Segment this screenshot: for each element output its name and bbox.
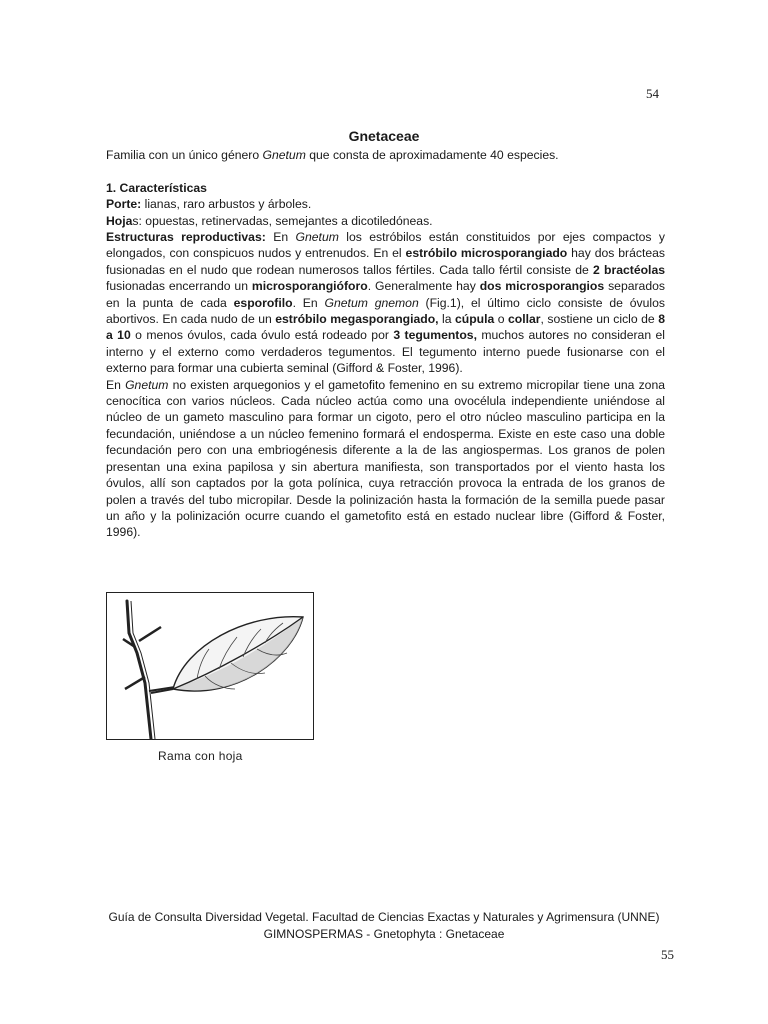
porte-text: lianas, raro arbustos y árboles.	[141, 197, 312, 212]
leaf-branch-drawing	[107, 593, 313, 739]
leaf-branch-figure	[106, 592, 314, 740]
hojas-text: : opuestas, retinervadas, semejantes a dicotiledóneas.	[138, 213, 433, 228]
intro-text-1: Familia con un único género	[106, 148, 263, 162]
footer-line-1: Guía de Consulta Diversidad Vegetal. Facultad de Ciencias Exactas y Naturales y Agrimensura (UNNE)	[108, 910, 660, 924]
page-title: Gnetaceae	[348, 128, 420, 144]
intro-paragraph	[106, 147, 665, 163]
page-footer	[0, 909, 768, 943]
fecundacion-paragraph: En Gnetum no existen arquegonios y el gametofito femenino en su extremo micropilar tiene una zona cenocítica con varios núcleos. Cada núcleo actúa como una ovocélula independiente uniéndose al núcleo de un gameto masculino para formar un cigoto, pero el otro núcleo masculino participa en la fecundación, uniéndose a un núcleo femenino formará el endosperma. Existe en este caso una doble fecundación pero con una embriogénesis diferente a la de las angiospermas. Los granos de polen presentan una exina papilosa y sin abertura manifiesta, son transportados por el viento hasta los óvulos, allí son captados por la gota polínica, cuya retracción provoca la entrada de los granos de polen a través del tubo micropilar. Desde la polinización hasta la formación de la semilla puede pasar un año y la polinización ocurre cuando el gametofito está en estado nuclear libre (Gifford & Foster, 1996).	[106, 377, 665, 540]
section-heading: 1. Características	[106, 180, 207, 195]
hojas-label: Hoja	[106, 213, 133, 228]
estructuras-paragraph: Estructuras reproductivas: En Gnetum los estróbilos están constituidos por ejes compactos y elongados, con conspicuos nudos y entrenudos. En el estróbilo microsporangiado hay dos brácteas fusionadas en el nudo que rodean numerosos tallos fértiles. Cada tallo fértil consiste de 2 bractéolas fusionadas encerrando un microsporangióforo. Generalmente hay dos microsporangios separados en la punta de cada esporofilo. En Gnetum gnemon (Fig.1), el último ciclo consiste de óvulos abortivos. En cada nudo de un estróbilo megasporangiado, la cúpula o collar, sostiene un ciclo de 8 a 10 o menos óvulos, cada óvulo está rodeado por 3 tegumentos, muchos autores no consideran el interno y el externo como verdaderos tegumentos. El tegumento interno puede fusionarse con el externo para formar una cubierta seminal (Gifford & Foster, 1996).	[106, 230, 665, 376]
porte-label: Porte:	[106, 197, 142, 212]
porte-line	[106, 196, 665, 212]
document-body	[106, 147, 665, 541]
top-page-number: 54	[646, 86, 659, 101]
bottom-page-number: 55	[661, 947, 674, 962]
footer-line-2: GIMNOSPERMAS - Gnetophyta : Gnetaceae	[263, 927, 505, 941]
figure-caption: Rama con hoja	[158, 749, 243, 763]
hojas-line: Hojas: opuestas, retinervadas, semejantes a dicotiledóneas.	[106, 213, 433, 228]
intro-genus: Gnetum	[262, 148, 306, 162]
estructuras-label: Estructuras reproductivas:	[106, 230, 266, 245]
intro-text-2: que consta de aproximadamente 40 especies.	[305, 148, 559, 162]
